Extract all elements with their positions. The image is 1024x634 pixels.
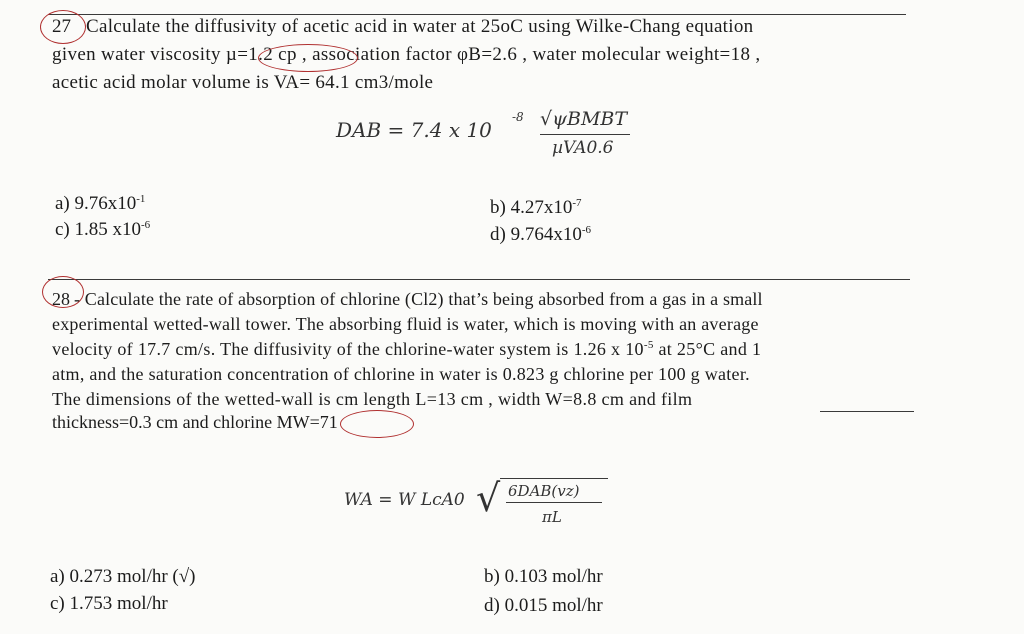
q28-sqrt-bar [500, 478, 608, 479]
q27-choice-b-exp: -7 [572, 197, 582, 209]
viscosity-circle [258, 44, 358, 72]
q27-formula-denominator: µVA0.6 [552, 138, 614, 158]
q27-formula-lhs: DAB = 7.4 x 10 [336, 118, 492, 142]
q28-text-line3-tail: at 25°C and 1 [653, 339, 762, 359]
q28-text-line3-main: velocity of 17.7 cm/s. The diffusivity of the chlorine-water system is 1.26 x 10 [52, 339, 644, 359]
q28-number: 28 [52, 289, 70, 309]
q28-formula-lhs: WA = W LcA0 [344, 490, 465, 510]
q27-choice-c-exp: -6 [141, 219, 151, 231]
q27-formula [330, 108, 660, 168]
q27-fraction-bar [540, 134, 630, 135]
sqrt-icon: √ [476, 476, 501, 520]
q28-fraction-bar [506, 502, 602, 503]
q27-choice-c-text: c) 1.85 x10 [55, 219, 142, 240]
q27-text-line1: Calculate the diffusivity of acetic acid in water at 25oC using Wilke-Chang equation [86, 16, 754, 37]
q27-number: 27 [52, 16, 71, 37]
q28-text-line3-exp: -5 [643, 339, 654, 351]
q27-choice-b-text: b) 4.27x10 [490, 197, 573, 218]
q27-text-line2: given water viscosity µ=1.2 cp , association factor φB=2.6 , water molecular weight=18 , [52, 44, 761, 65]
q27-choice-d[interactable] [490, 224, 591, 246]
q27-formula-numerator: √ψBMBT [540, 108, 628, 130]
q27-choice-a-exp: -1 [136, 193, 146, 205]
q27-choice-c[interactable] [55, 219, 150, 241]
q27-text-line3: acetic acid molar volume is VA= 64.1 cm3/mole [52, 72, 434, 93]
q27-choice-d-text: d) 9.764x10 [490, 224, 582, 245]
mw-circle [340, 410, 414, 438]
q28-text-line4: atm, and the saturation concentration of chlorine in water is 0.823 g chlorine per 100 g water. [52, 364, 750, 384]
q28-formula [338, 472, 638, 552]
q28-text-line1: - Calculate the rate of absorption of chlorine (Cl2) that’s being absorbed from a gas in a small [74, 289, 763, 309]
q28-top-rule [48, 279, 910, 280]
q28-formula-numerator: 6DAB(vz) [508, 482, 580, 500]
q27-choice-b[interactable] [490, 197, 582, 219]
q28-text-line5: The dimensions of the wetted-wall is cm length L=13 cm , width W=8.8 cm and film [52, 389, 693, 409]
q28-formula-denominator: πL [542, 508, 562, 526]
q28-film-underline [820, 411, 914, 412]
q28-choice-b[interactable]: b) 0.103 mol/hr [484, 566, 603, 587]
q28-text-line2: experimental wetted-wall tower. The absorbing fluid is water, which is moving with an average [52, 314, 759, 334]
q28-choice-a[interactable]: a) 0.273 mol/hr (√) [50, 566, 196, 587]
q28-choice-d[interactable]: d) 0.015 mol/hr [484, 595, 603, 616]
q27-top-rule [48, 14, 906, 15]
q27-choice-d-exp: -6 [581, 224, 591, 236]
q27-choice-a[interactable] [55, 193, 145, 215]
q27-choice-a-text: a) 9.76x10 [55, 193, 137, 214]
q28-text-line6: thickness=0.3 cm and chlorine MW=71 [52, 412, 338, 432]
q28-choice-c[interactable]: c) 1.753 mol/hr [50, 593, 168, 614]
q28-text-line3 [52, 338, 761, 360]
q27-formula-exponent: -8 [512, 110, 524, 124]
